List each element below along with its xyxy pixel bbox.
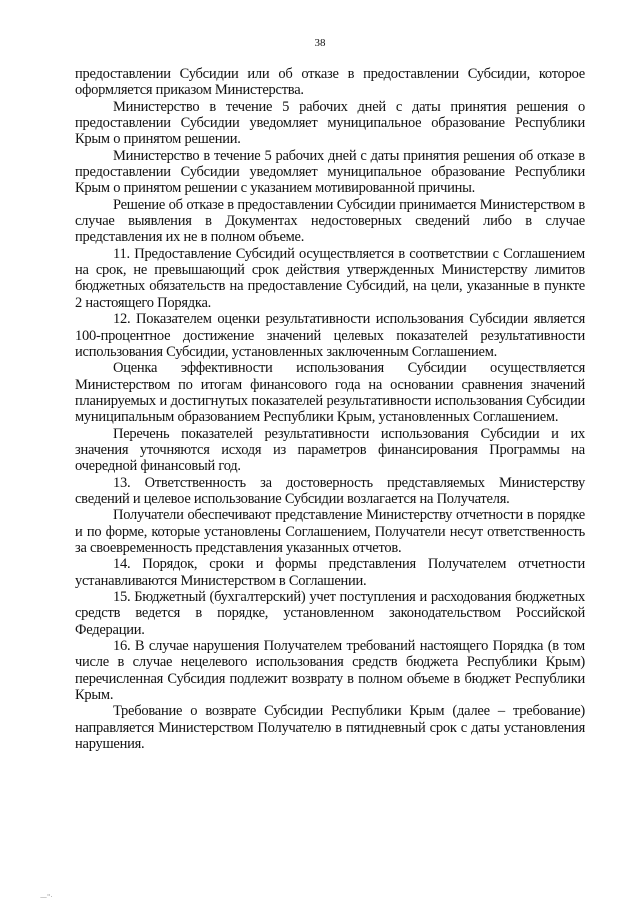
footer-mark: —"· [40, 893, 53, 901]
paragraph-refusal-grounds: Решение об отказе в предоставлении Субсидии принимается Министерством в случае выявления в Документах недостоверных сведений либо в случае представления их не в полном объеме. [75, 196, 585, 246]
paragraph-efficiency-assessment: Оценка эффективности использования Субсидии осуществляется Министерством по итогам финансового года на основании сравнения значений планируемых и достигнутых показателей результативности использования Субсидии муниципальным образованием Республики Крым, установленных Соглашением. [75, 360, 585, 426]
paragraph-item-15: 15. Бюджетный (бухгалтерский) учет поступления и расходования бюджетных средств ведется в порядке, установленном законодательством Российской Федерации. [75, 589, 585, 638]
paragraph-item-11: 11. Предоставление Субсидий осуществляется в соответствии с Соглашением на срок, не превышающий срок действия утвержденных Министерству лимитов бюджетных обязательств на предоставление Субсидий, на цели, указанные в пункте 2 настоящего Порядка. [75, 245, 585, 311]
paragraph-notify-approval: Министерство в течение 5 рабочих дней с даты принятия решения о предоставлении Субсидии уведомляет муниципальное образование Республики Крым о принятом решении. [75, 98, 585, 148]
paragraph-notify-refusal: Министерство в течение 5 рабочих дней с даты принятия решения об отказе в предоставлении Субсидии уведомляет муниципальное образование Республики Крым о принятом решении с указанием мотивированной причины. [75, 147, 585, 197]
paragraph-indicator-list: Перечень показателей результативности использования Субсидии и их значения уточняются исходя из параметров финансирования Программы на очередной финансовый год. [75, 425, 585, 475]
page-number: 38 [314, 37, 326, 49]
paragraph-continuation: предоставлении Субсидии или об отказе в предоставлении Субсидии, которое оформляется приказом Министерства. [75, 66, 585, 99]
paragraph-item-13: 13. Ответственность за достоверность представляемых Министерству сведений и целевое использование Субсидии возлагается на Получателя. [75, 474, 585, 507]
paragraph-item-16: 16. В случае нарушения Получателем требований настоящего Порядка (в том числе в случае нецелевого использования средств бюджета Республики Крым) перечисленная Субсидия подлежит возврату в полном объеме в бюджет Республики Крым. [75, 638, 585, 704]
paragraph-item-14: 14. Порядок, сроки и формы представления Получателем отчетности устанавливаются Министерством в Соглашении. [75, 556, 585, 589]
paragraph-item-12: 12. Показателем оценки результативности использования Субсидии является 100-процентное достижение значений целевых показателей результативности использования Субсидии, установленных заключенным Соглашением. [75, 311, 585, 360]
document-body [75, 66, 585, 752]
paragraph-reporting: Получатели обеспечивают представление Министерству отчетности в порядке и по форме, которые установлены Соглашением, Получатели несут ответственность за своевременность представления указанных отчетов. [75, 507, 585, 556]
paragraph-refund-demand: Требование о возврате Субсидии Республики Крым (далее – требование) направляется Министерством Получателю в пятидневный срок с даты установления нарушения. [75, 703, 585, 753]
